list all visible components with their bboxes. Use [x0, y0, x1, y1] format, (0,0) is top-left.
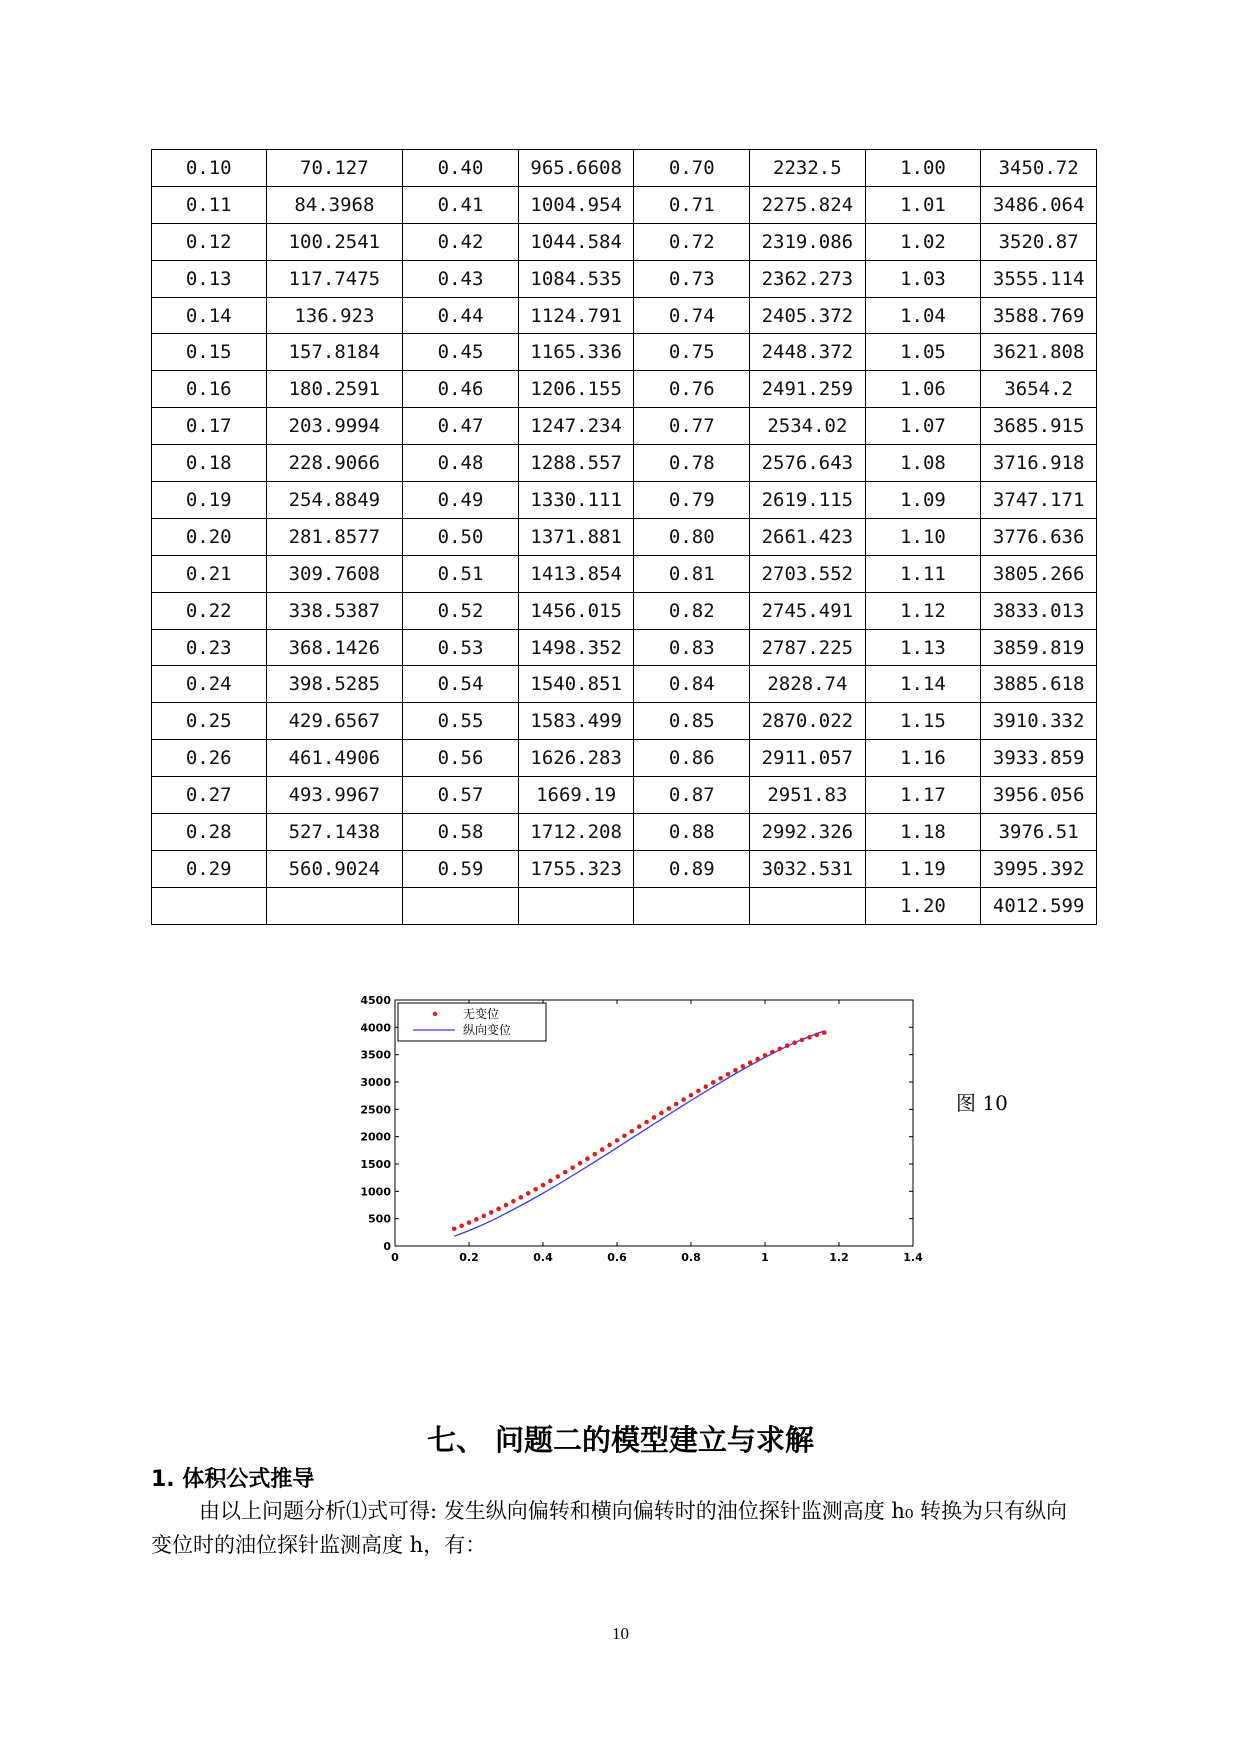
y-tick-label: 4000 — [360, 1021, 391, 1035]
table-cell: 1124.791 — [518, 297, 634, 334]
table-cell: 0.16 — [152, 371, 267, 408]
table-cell: 0.20 — [152, 518, 267, 555]
table-cell — [152, 887, 267, 924]
table-cell: 0.48 — [403, 445, 519, 482]
table-row — [152, 260, 1097, 297]
table-cell: 2319.086 — [750, 223, 866, 260]
table-cell: 3976.51 — [981, 814, 1097, 851]
data-point-no-displacement — [593, 1152, 598, 1157]
table-cell: 3450.72 — [981, 150, 1097, 187]
table-cell: 0.75 — [634, 334, 750, 371]
table-cell: 1165.336 — [518, 334, 634, 371]
data-point-no-displacement — [482, 1214, 487, 1219]
table-row — [152, 408, 1097, 445]
data-point-no-displacement — [496, 1207, 501, 1212]
table-cell: 1.17 — [865, 777, 981, 814]
table-cell: 2951.83 — [750, 777, 866, 814]
table-cell: 0.29 — [152, 850, 267, 887]
y-tick-label: 3500 — [360, 1048, 391, 1062]
data-point-no-displacement — [763, 1053, 768, 1058]
table-cell: 429.6567 — [266, 703, 403, 740]
table-cell: 136.923 — [266, 297, 403, 334]
table-cell: 0.84 — [634, 666, 750, 703]
table-cell: 0.50 — [403, 518, 519, 555]
y-tick-label: 2000 — [360, 1130, 391, 1144]
table-cell: 0.81 — [634, 555, 750, 592]
subheading: 1. 体积公式推导 — [151, 1467, 315, 1492]
table-cell: 2491.259 — [750, 371, 866, 408]
data-point-no-displacement — [696, 1089, 701, 1094]
table-cell: 0.13 — [152, 260, 267, 297]
legend — [398, 1003, 546, 1041]
data-point-no-displacement — [630, 1129, 635, 1134]
table-cell: 1247.234 — [518, 408, 634, 445]
data-point-no-displacement — [474, 1217, 479, 1222]
data-point-no-displacement — [681, 1097, 686, 1102]
table-cell: 1.20 — [865, 887, 981, 924]
table-cell: 0.78 — [634, 445, 750, 482]
table-cell: 0.57 — [403, 777, 519, 814]
table-cell: 0.22 — [152, 592, 267, 629]
table-row — [152, 297, 1097, 334]
table-cell: 2275.824 — [750, 186, 866, 223]
table-cell: 1.04 — [865, 297, 981, 334]
table-cell: 2448.372 — [750, 334, 866, 371]
table-cell: 0.72 — [634, 223, 750, 260]
data-point-no-displacement — [667, 1106, 672, 1111]
table-cell: 1.16 — [865, 740, 981, 777]
table-cell: 0.53 — [403, 629, 519, 666]
section-heading: 七、 问题二的模型建立与求解 — [426, 1423, 815, 1457]
table-cell: 1.10 — [865, 518, 981, 555]
data-point-no-displacement — [489, 1210, 494, 1215]
table-cell: 2405.372 — [750, 297, 866, 334]
data-point-no-displacement — [800, 1038, 805, 1043]
table-cell: 2992.326 — [750, 814, 866, 851]
table-cell: 2911.057 — [750, 740, 866, 777]
data-point-no-displacement — [815, 1033, 820, 1038]
table-row — [152, 555, 1097, 592]
table-cell: 2661.423 — [750, 518, 866, 555]
table-cell: 1.00 — [865, 150, 981, 187]
data-table — [151, 149, 1097, 925]
data-point-no-displacement — [733, 1068, 738, 1073]
data-point-no-displacement — [644, 1120, 649, 1125]
table-cell: 3805.266 — [981, 555, 1097, 592]
table-cell: 3685.915 — [981, 408, 1097, 445]
data-point-no-displacement — [452, 1226, 457, 1231]
table-cell: 1583.499 — [518, 703, 634, 740]
data-point-no-displacement — [504, 1203, 509, 1208]
table-cell: 3716.918 — [981, 445, 1097, 482]
table-cell: 965.6608 — [518, 150, 634, 187]
data-point-no-displacement — [511, 1199, 516, 1204]
y-tick-label: 1000 — [360, 1185, 391, 1199]
table-cell: 2870.022 — [750, 703, 866, 740]
table-cell: 1288.557 — [518, 445, 634, 482]
table-cell: 3486.064 — [981, 186, 1097, 223]
table-cell: 461.4906 — [266, 740, 403, 777]
table-cell: 0.88 — [634, 814, 750, 851]
data-point-no-displacement — [600, 1147, 605, 1152]
table-cell: 0.82 — [634, 592, 750, 629]
data-point-no-displacement — [459, 1223, 464, 1228]
table-cell: 2745.491 — [750, 592, 866, 629]
data-point-no-displacement — [770, 1050, 775, 1055]
table-cell: 0.15 — [152, 334, 267, 371]
table-cell: 0.49 — [403, 482, 519, 519]
data-point-no-displacement — [689, 1093, 694, 1098]
table-cell: 2619.115 — [750, 482, 866, 519]
data-point-no-displacement — [607, 1143, 612, 1148]
table-row — [152, 371, 1097, 408]
table-cell: 1.15 — [865, 703, 981, 740]
table-cell: 2787.225 — [750, 629, 866, 666]
table-row — [152, 592, 1097, 629]
table-cell: 0.89 — [634, 850, 750, 887]
table-cell: 0.26 — [152, 740, 267, 777]
x-tick-label: 0.8 — [681, 1251, 701, 1264]
table-cell: 0.71 — [634, 186, 750, 223]
data-point-no-displacement — [741, 1064, 746, 1069]
table-cell — [634, 887, 750, 924]
table-cell: 1712.208 — [518, 814, 634, 851]
table-cell: 228.9066 — [266, 445, 403, 482]
table-cell: 84.3968 — [266, 186, 403, 223]
table-cell: 254.8849 — [266, 482, 403, 519]
table-cell: 3776.636 — [981, 518, 1097, 555]
table-cell: 0.51 — [403, 555, 519, 592]
table-row — [152, 814, 1097, 851]
data-point-no-displacement — [541, 1183, 546, 1188]
table-cell: 1.03 — [865, 260, 981, 297]
table-cell: 1.05 — [865, 334, 981, 371]
x-tick-label: 0.4 — [533, 1251, 553, 1264]
table-row — [152, 518, 1097, 555]
table-cell: 1498.352 — [518, 629, 634, 666]
table-cell: 0.40 — [403, 150, 519, 187]
table-cell: 3621.808 — [981, 334, 1097, 371]
data-point-no-displacement — [585, 1156, 590, 1161]
body-paragraph: 由以上问题分析⑴式可得: 发生纵向偏转和横向偏转时的油位探针监测高度 h₀ 转换为只有纵向变位时的油位探针监测高度 h，有： — [151, 1499, 1068, 1557]
legend-label-longitudinal-displacement: 纵向变位 — [463, 1023, 512, 1037]
table-row — [152, 186, 1097, 223]
table-cell: 1626.283 — [518, 740, 634, 777]
table-cell: 0.17 — [152, 408, 267, 445]
table-cell: 0.55 — [403, 703, 519, 740]
table-cell: 0.58 — [403, 814, 519, 851]
table-cell: 3956.056 — [981, 777, 1097, 814]
table-row — [152, 777, 1097, 814]
x-tick-label: 1 — [761, 1251, 769, 1264]
table-cell: 1330.111 — [518, 482, 634, 519]
y-tick-label: 3000 — [360, 1076, 391, 1089]
table-body — [152, 150, 1097, 925]
table-cell: 0.73 — [634, 260, 750, 297]
table-cell: 0.43 — [403, 260, 519, 297]
table-cell: 0.24 — [152, 666, 267, 703]
legend-marker-dots — [433, 1012, 437, 1016]
table-cell: 0.23 — [152, 629, 267, 666]
table-cell: 0.12 — [152, 223, 267, 260]
table-cell: 0.21 — [152, 555, 267, 592]
table-cell: 0.83 — [634, 629, 750, 666]
data-point-no-displacement — [792, 1040, 797, 1045]
table-cell: 3520.87 — [981, 223, 1097, 260]
data-point-no-displacement — [637, 1124, 642, 1129]
table-cell: 3747.171 — [981, 482, 1097, 519]
table-cell: 527.1438 — [266, 814, 403, 851]
data-point-no-displacement — [674, 1102, 679, 1107]
table-row — [152, 666, 1097, 703]
table-cell: 0.27 — [152, 777, 267, 814]
table-row — [152, 740, 1097, 777]
table-cell: 0.46 — [403, 371, 519, 408]
table-cell: 3859.819 — [981, 629, 1097, 666]
x-tick-label: 0.2 — [459, 1251, 479, 1264]
table-cell: 1.14 — [865, 666, 981, 703]
table-cell: 560.9024 — [266, 850, 403, 887]
table-cell: 3933.859 — [981, 740, 1097, 777]
table-cell: 157.8184 — [266, 334, 403, 371]
table-row — [152, 482, 1097, 519]
table-row — [152, 703, 1097, 740]
table-cell: 70.127 — [266, 150, 403, 187]
table-cell: 0.10 — [152, 150, 267, 187]
table-cell: 0.74 — [634, 297, 750, 334]
data-point-no-displacement — [519, 1195, 524, 1200]
table-cell: 0.56 — [403, 740, 519, 777]
data-point-no-displacement — [548, 1179, 553, 1184]
table-cell: 493.9967 — [266, 777, 403, 814]
table-cell: 0.18 — [152, 445, 267, 482]
table-row — [152, 445, 1097, 482]
legend-label-no-displacement: 无变位 — [463, 1007, 500, 1021]
data-point-no-displacement — [785, 1043, 790, 1048]
x-tick-label: 0 — [391, 1251, 399, 1264]
table-cell: 1.09 — [865, 482, 981, 519]
table-cell: 0.76 — [634, 371, 750, 408]
table-row — [152, 150, 1097, 187]
table-cell: 0.45 — [403, 334, 519, 371]
table-cell: 1.18 — [865, 814, 981, 851]
data-point-no-displacement — [718, 1076, 723, 1081]
table-cell: 0.28 — [152, 814, 267, 851]
table-cell: 0.11 — [152, 186, 267, 223]
data-point-no-displacement — [533, 1187, 538, 1192]
table-cell: 0.87 — [634, 777, 750, 814]
data-point-no-displacement — [748, 1060, 753, 1065]
table-cell: 1206.155 — [518, 371, 634, 408]
table-cell: 0.85 — [634, 703, 750, 740]
table-cell: 2703.552 — [750, 555, 866, 592]
table-row — [152, 850, 1097, 887]
data-point-no-displacement — [622, 1133, 627, 1138]
table-cell: 1.07 — [865, 408, 981, 445]
table-cell: 1.08 — [865, 445, 981, 482]
table-cell: 3032.531 — [750, 850, 866, 887]
data-point-no-displacement — [578, 1161, 583, 1166]
table-cell — [518, 887, 634, 924]
data-point-no-displacement — [822, 1030, 827, 1035]
data-point-no-displacement — [556, 1174, 561, 1179]
table-cell: 0.41 — [403, 186, 519, 223]
table-cell: 398.5285 — [266, 666, 403, 703]
y-tick-label: 4500 — [360, 994, 391, 1007]
table-cell: 203.9994 — [266, 408, 403, 445]
data-point-no-displacement — [652, 1115, 657, 1120]
table-cell: 281.8577 — [266, 518, 403, 555]
table-cell: 1540.851 — [518, 666, 634, 703]
table-cell: 1.12 — [865, 592, 981, 629]
data-point-no-displacement — [467, 1220, 472, 1225]
data-point-no-displacement — [807, 1035, 812, 1040]
table-cell: 1084.535 — [518, 260, 634, 297]
table-cell: 1004.954 — [518, 186, 634, 223]
table-cell: 0.44 — [403, 297, 519, 334]
table-cell: 3588.769 — [981, 297, 1097, 334]
table-cell: 0.25 — [152, 703, 267, 740]
table-cell: 1456.015 — [518, 592, 634, 629]
table-cell: 2232.5 — [750, 150, 866, 187]
chart — [360, 980, 940, 1285]
table-row — [152, 887, 1097, 924]
table-cell: 0.80 — [634, 518, 750, 555]
table-cell: 368.1426 — [266, 629, 403, 666]
table-cell: 0.77 — [634, 408, 750, 445]
figure-caption: 图 10 — [956, 1091, 1008, 1115]
y-tick-label: 500 — [368, 1212, 391, 1226]
table-cell: 3910.332 — [981, 703, 1097, 740]
data-point-no-displacement — [615, 1138, 620, 1143]
table-cell: 1669.19 — [518, 777, 634, 814]
data-point-no-displacement — [726, 1072, 731, 1077]
table-cell — [750, 887, 866, 924]
y-tick-label: 2500 — [360, 1103, 391, 1117]
table-cell: 0.47 — [403, 408, 519, 445]
data-point-no-displacement — [570, 1165, 575, 1170]
table-cell: 3654.2 — [981, 371, 1097, 408]
table-cell: 1044.584 — [518, 223, 634, 260]
table-cell: 0.70 — [634, 150, 750, 187]
table-cell: 1.06 — [865, 371, 981, 408]
table-cell: 0.19 — [152, 482, 267, 519]
table-cell: 1755.323 — [518, 850, 634, 887]
table-cell: 0.14 — [152, 297, 267, 334]
data-point-no-displacement — [778, 1046, 783, 1051]
table-cell: 0.54 — [403, 666, 519, 703]
table-cell — [266, 887, 403, 924]
y-tick-label: 0 — [383, 1240, 391, 1253]
table-cell: 1.02 — [865, 223, 981, 260]
table-cell: 1.01 — [865, 186, 981, 223]
table-cell: 0.42 — [403, 223, 519, 260]
table-cell: 2534.02 — [750, 408, 866, 445]
table-cell: 100.2541 — [266, 223, 403, 260]
table-cell: 3885.618 — [981, 666, 1097, 703]
x-tick-label: 0.6 — [607, 1251, 627, 1264]
table-cell: 309.7608 — [266, 555, 403, 592]
table-cell: 1.19 — [865, 850, 981, 887]
table-cell — [403, 887, 519, 924]
data-point-no-displacement — [659, 1111, 664, 1116]
data-point-no-displacement — [711, 1080, 716, 1085]
table-cell: 1.13 — [865, 629, 981, 666]
table-cell: 3555.114 — [981, 260, 1097, 297]
x-tick-label: 1.2 — [829, 1251, 849, 1264]
table-cell: 2362.273 — [750, 260, 866, 297]
table-cell: 1413.854 — [518, 555, 634, 592]
table-cell: 0.52 — [403, 592, 519, 629]
data-point-no-displacement — [563, 1170, 568, 1175]
table-cell: 4012.599 — [981, 887, 1097, 924]
table-cell: 3833.013 — [981, 592, 1097, 629]
table-cell: 117.7475 — [266, 260, 403, 297]
table-cell: 1371.881 — [518, 518, 634, 555]
table-row — [152, 334, 1097, 371]
table-cell: 180.2591 — [266, 371, 403, 408]
page-number: 10 — [612, 1624, 629, 1643]
table-cell: 3995.392 — [981, 850, 1097, 887]
data-point-no-displacement — [526, 1191, 531, 1196]
table-row — [152, 629, 1097, 666]
x-tick-label: 1.4 — [903, 1251, 923, 1264]
table-cell: 0.59 — [403, 850, 519, 887]
y-tick-label: 1500 — [360, 1158, 391, 1171]
table-cell: 2576.643 — [750, 445, 866, 482]
data-point-no-displacement — [704, 1084, 709, 1089]
data-point-no-displacement — [755, 1057, 760, 1062]
table-row — [152, 223, 1097, 260]
table-cell: 0.86 — [634, 740, 750, 777]
table-cell: 1.11 — [865, 555, 981, 592]
table-cell: 338.5387 — [266, 592, 403, 629]
table-cell: 0.79 — [634, 482, 750, 519]
table-cell: 2828.74 — [750, 666, 866, 703]
